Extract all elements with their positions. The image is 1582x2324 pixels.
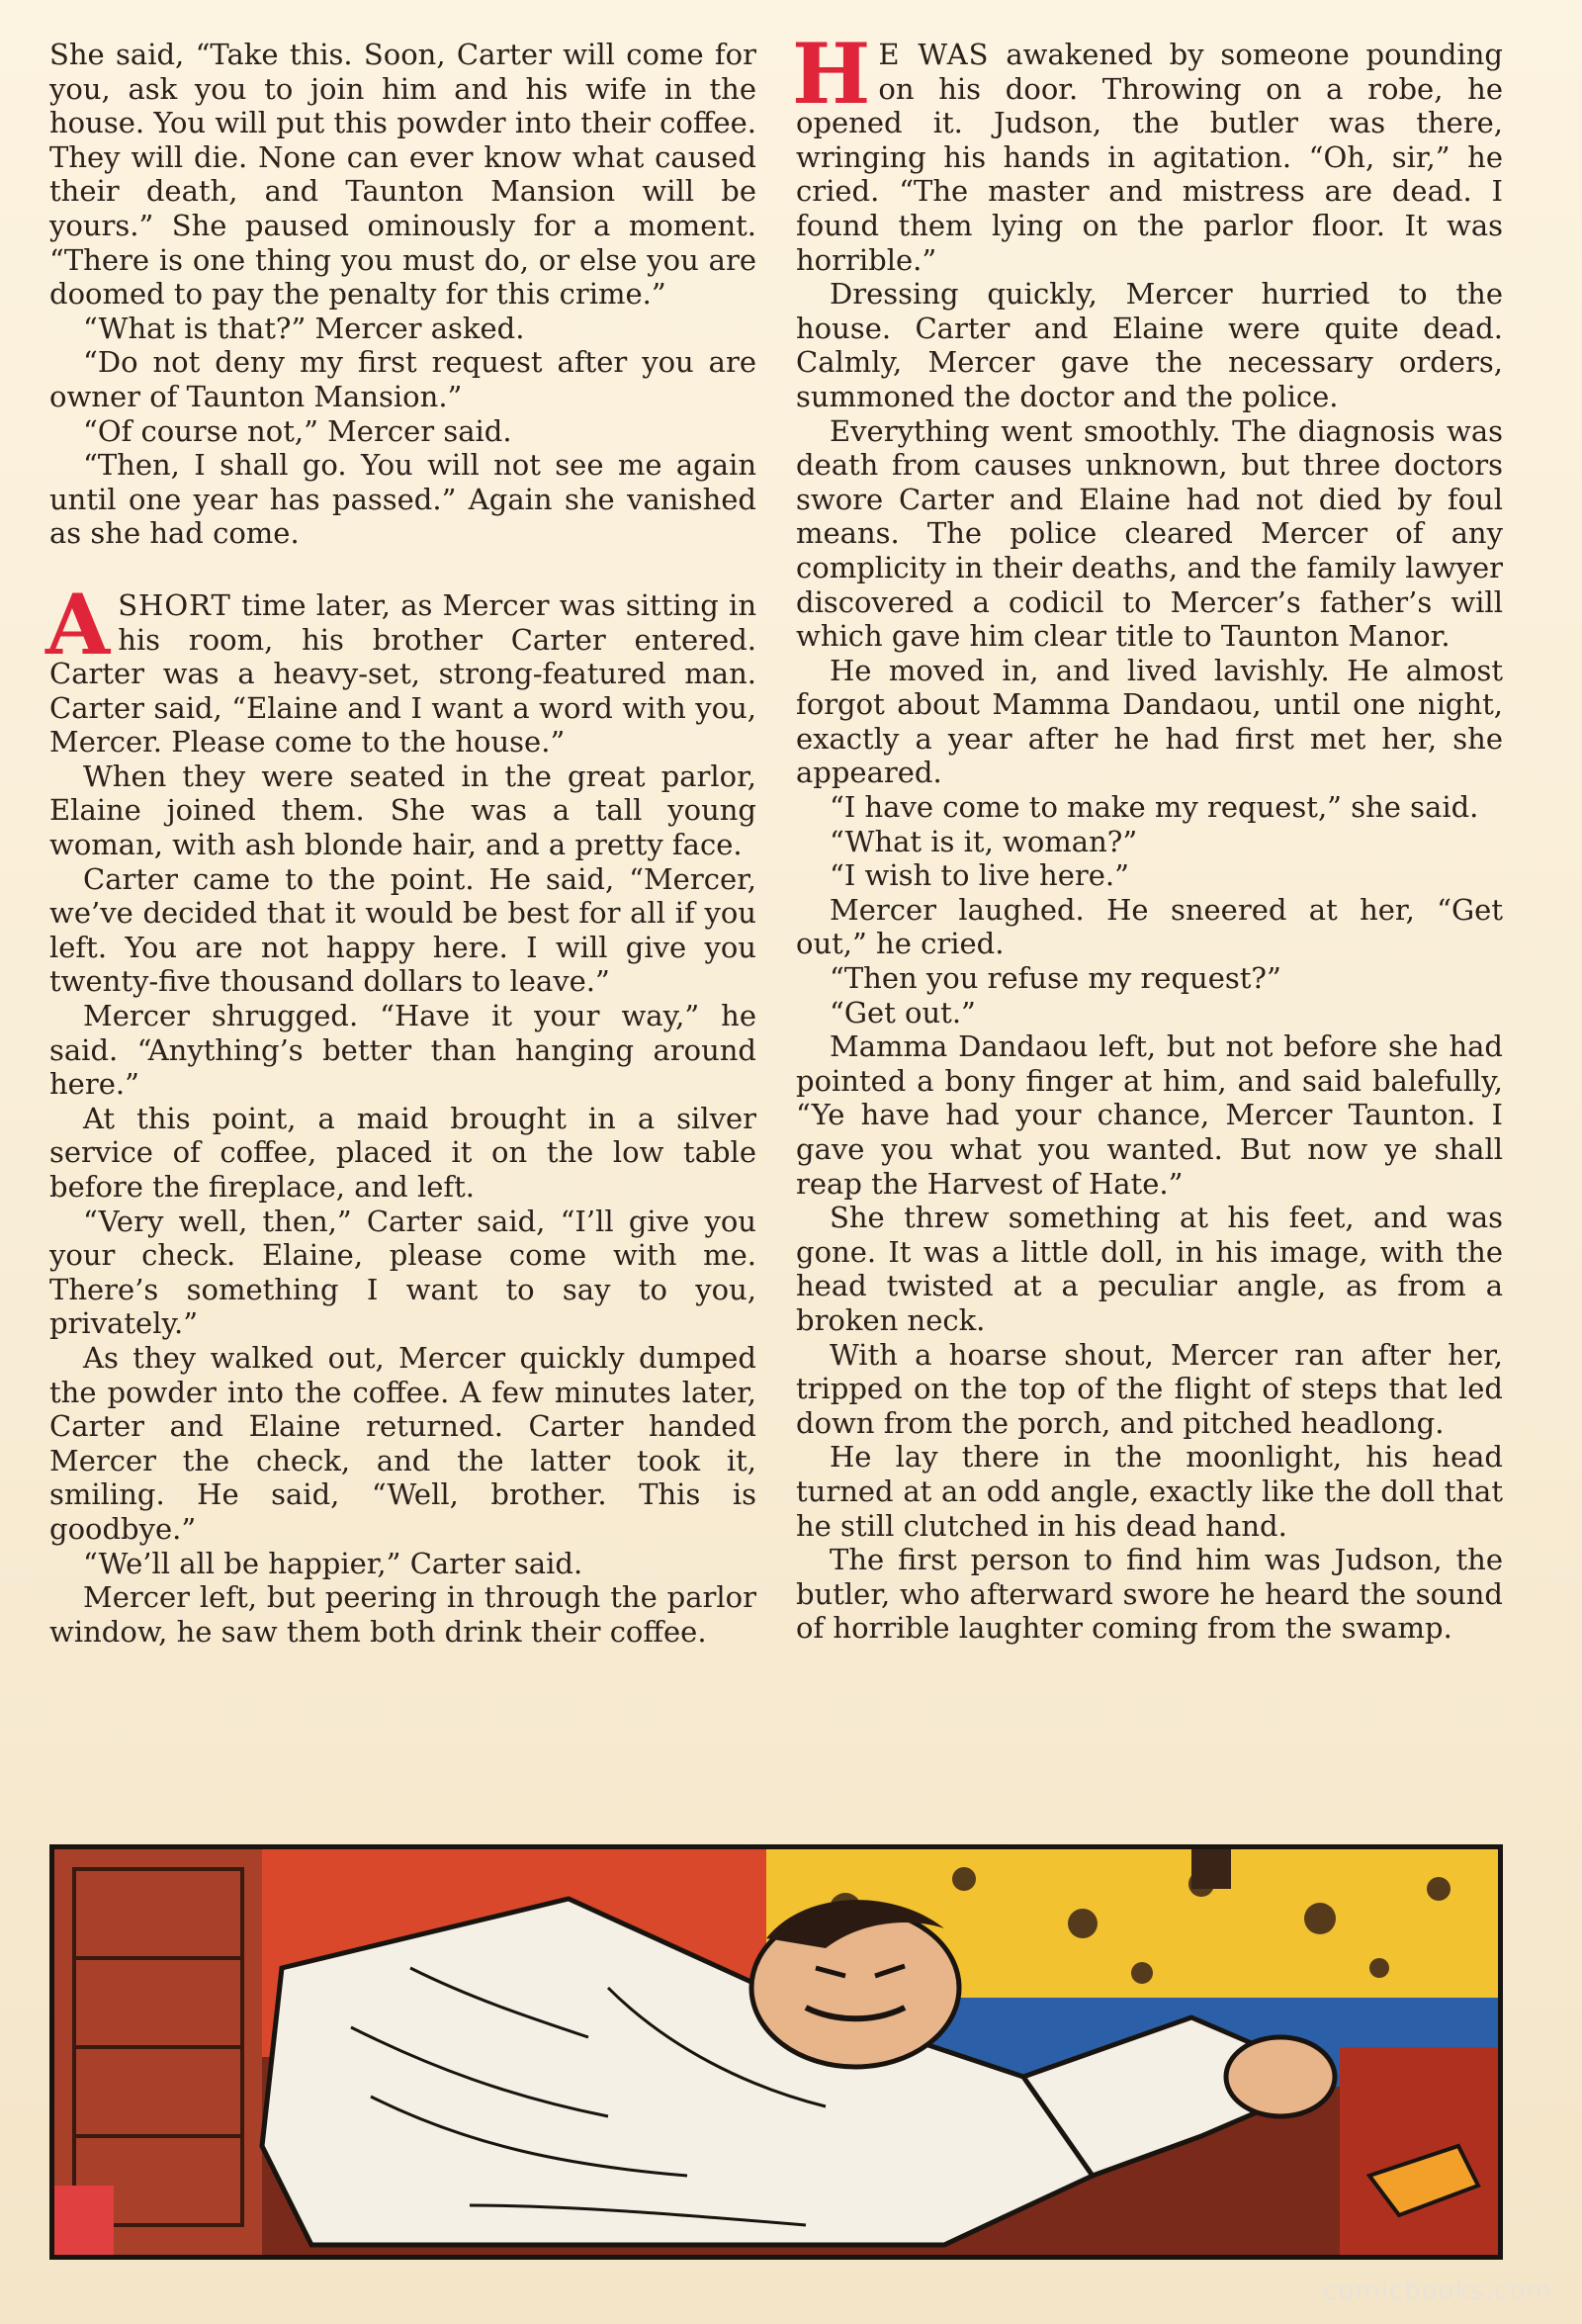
left-text-column [45, 38, 756, 1649]
section-opening-paragraph [792, 25, 1504, 277]
small-caps-lead: SHORT [118, 587, 231, 622]
right-text-column [792, 25, 1504, 1646]
paragraph: Mercer laughed. He sneered at her, “Get out,” he cried. [796, 892, 1503, 961]
paragraph: “Get out.” [830, 995, 976, 1029]
paragraph: At this point, a maid brought in a silver service of coffee, placed it on the low table before the fireplace, and left. [49, 1101, 756, 1204]
paragraph: The first person to find him was Judson, the butler, who afterward swore he heard the sound of horrible laughter coming from the swamp. [796, 1543, 1503, 1646]
paragraph: “Then, I shall go. You will not see me again until one year has passed.” Again she vanished as she had come. [49, 448, 756, 551]
comic-illustration-panel [49, 1844, 1503, 2260]
paragraph: “I wish to live here.” [830, 858, 1129, 893]
paragraph: Mercer shrugged. “Have it your way,” he said. “Anything’s better than hanging around here.” [49, 999, 756, 1102]
paragraph-text: awakened by someone pounding on his door. Throwing on a robe, he opened it. Judson, the butler was there, wringing his hands in agitation. “Oh, sir,” he cried. “The master and mistress are dead. I found them lying on the parlor floor. It was horrible.” [796, 38, 1504, 277]
paragraph: When they were seated in the great parlor, Elaine joined them. She was a tall young woman, with ash blonde hair, and a pretty face. [49, 759, 756, 862]
paragraph: “What is that?” Mercer asked. [83, 311, 525, 345]
paragraph: She threw something at his feet, and was gone. It was a little doll, in his image, with the head twisted at a peculiar angle, as from a broken neck. [796, 1201, 1503, 1337]
paragraph: “I have come to make my request,” she said. [830, 790, 1479, 825]
paragraph: Everything went smoothly. The diagnosis was death from causes unknown, but three doctors swore Carter and Elaine had not died by foul means. The police cleared Mercer of any complicity in their deaths, and the family lawyer discovered a codicil to Mercer’s father’s will which gave him clear title to Taunton Manor. [796, 413, 1503, 654]
section-gap [49, 551, 756, 588]
paragraph: He moved in, and lived lavishly. He almost forgot about Mamma Dandaou, until one night, exactly a year after he had first met her, she appeared. [796, 653, 1503, 790]
small-caps-lead: E WAS [878, 38, 990, 71]
paragraph: “Of course not,” Mercer said. [83, 413, 512, 448]
section-opening-paragraph [45, 575, 756, 760]
paragraph: “Then you refuse my request?” [830, 961, 1281, 996]
paragraph-text: time later, as Mercer was sitting in his room, his brother Carter entered. Carter was a heavy-set, strong-featured man. Carter said, “Elaine and I want a word with you, Mercer. Please come to the house.” [49, 587, 756, 760]
paragraph: He lay there in the moonlight, his head turned at an odd angle, exactly like the doll that he still clutched in his dead hand. [796, 1440, 1503, 1543]
dead-man-illustration [54, 1849, 1498, 2255]
paragraph: “We’ll all be happier,” Carter said. [83, 1546, 583, 1580]
paragraph: As they walked out, Mercer quickly dumped the powder into the coffee. A few minutes later, Carter and Elaine returned. Carter handed Mercer the check, and the latter took it, smiling. He said, “Well, brother. This is goodbye.” [49, 1340, 756, 1546]
paragraph: Mercer left, but peering in through the parlor window, he saw them both drink their coffee. [49, 1580, 756, 1649]
paragraph: Mamma Dandaou left, but not before she had pointed a bony finger at him, and said balefully, “Ye have had your chance, Mercer Taunton. I gave you what you wanted. But now ye shall reap the Harvest of Hate.” [796, 1029, 1503, 1201]
watermark: comicbooks.com [1323, 2277, 1552, 2306]
drop-cap: A [45, 575, 111, 673]
paragraph: Dressing quickly, Mercer hurried to the house. Carter and Elaine were quite dead. Calmly, Mercer gave the necessary orders, summoned the doctor and the police. [796, 277, 1503, 413]
paragraph: “Very well, then,” Carter said, “I’ll give you your check. Elaine, please come with me. There’s something I want to say to you, privately.” [49, 1204, 756, 1341]
paragraph: Carter came to the point. He said, “Mercer, we’ve decided that it would be best for all if you left. You are not happy here. I will give you twenty-five thousand dollars to leave.” [49, 861, 756, 999]
paragraph: “Do not deny my first request after you are owner of Taunton Mansion.” [49, 345, 756, 413]
paragraph: With a hoarse shout, Mercer ran after her, tripped on the top of the flight of steps that led down from the porch, and pitched headlong. [796, 1337, 1503, 1440]
paragraph: She said, “Take this. Soon, Carter will come for you, ask you to join him and his wife in the house. You will put this powder into their coffee. They will die. None can ever know what caused their death, and Taunton Mansion will be yours.” She paused ominously for a moment. “There is one thing you must do, or else you are doomed to pay the penalty for this crime.” [49, 38, 756, 312]
drop-cap: H [792, 25, 871, 123]
paragraph: “What is it, woman?” [830, 824, 1138, 858]
